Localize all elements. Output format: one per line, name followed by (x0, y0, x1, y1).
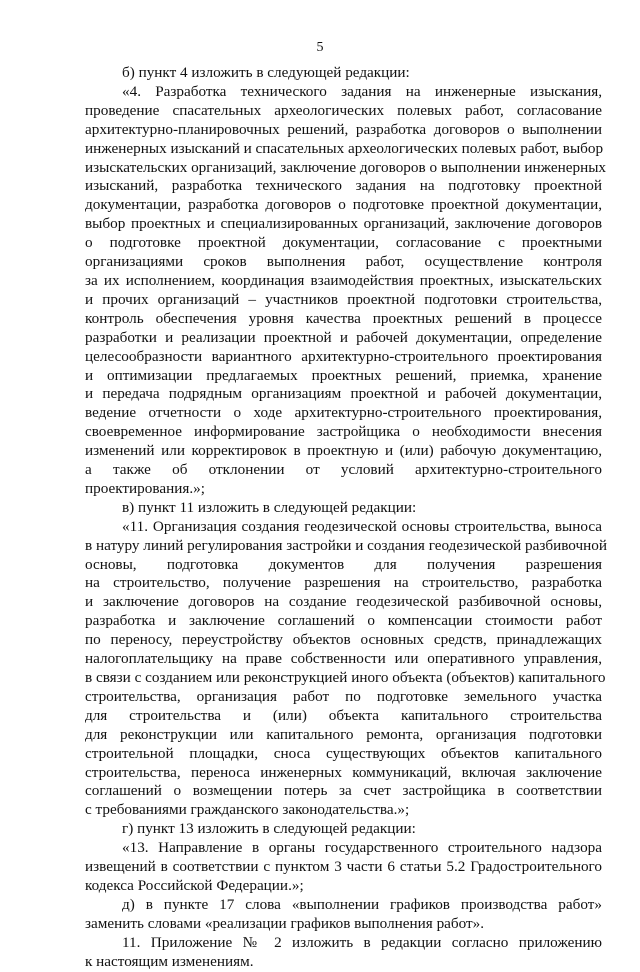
text-line: извещений в соответствии с пунктом 3 части 6 статьи 5.2 Градостроительного (85, 858, 602, 876)
document-body (85, 64, 607, 972)
text-line: изыскательских организаций, заключение договоров о выполнении инженерных (85, 158, 607, 176)
text-line: к настоящим изменениям. (85, 952, 254, 970)
text-line: выбор проектных и специализированных организаций, заключение договоров (85, 215, 602, 233)
text-line: заменить словами «реализации графиков выполнения работ». (85, 914, 485, 932)
text-line: «4. Разработка технического задания на инженерные изыскания, (122, 82, 602, 100)
text-line: организациями сроков выполнения работ, осуществление контроля (85, 253, 602, 271)
text-line: изменений или корректировок в проектную и (или) рабочую документацию, (85, 442, 602, 460)
text-line: кодекса Российской Федерации.»; (85, 876, 304, 894)
text-line: в) пункт 11 изложить в следующей редакции: (122, 498, 417, 516)
text-line: изысканий, разработка технического задания на подготовку проектной (85, 177, 602, 195)
text-line: проектирования.»; (85, 479, 205, 497)
text-line: о подготовке проектной документации, согласование с проектными (85, 234, 602, 252)
text-line: строительства, организация работ по подготовке земельного участка (85, 687, 602, 705)
text-line: соглашений о возмещении потерь за счет застройщика в соответствии (85, 782, 602, 800)
text-line: г) пункт 13 изложить в следующей редакции: (122, 820, 416, 838)
text-line: на строительство, получение разрешения на строительство, разработка (85, 574, 602, 592)
text-line: а также об отклонении от условий архитектурно-строительного (85, 461, 602, 479)
text-line: и заключение договоров на создание геодезической разбивочной основы, (85, 593, 602, 611)
text-line: своевременное информирование застройщика о необходимости внесения (85, 423, 602, 441)
text-line: контроль обеспечения уровня качества проектных решений в процессе (85, 309, 602, 327)
text-line: ведение отчетности о ходе архитектурно-строительного проектирования, (85, 404, 602, 422)
text-line: строительства, переноса инженерных коммуникаций, включая заключение (85, 763, 602, 781)
text-line: разработки и реализации проектной и рабочей документации, определение (85, 328, 602, 346)
text-line: разработка и заключение соглашений о компенсации стоимости работ (85, 612, 602, 630)
text-line: «13. Направление в органы государственного строительного надзора (122, 839, 602, 857)
text-line: документации, разработка договоров о подготовке проектной документации, (85, 196, 602, 214)
text-line: проведение спасательных археологических полевых работ, согласование (85, 101, 602, 119)
text-line: в связи с созданием или реконструкцией иного объекта (объектов) капитального (85, 669, 606, 686)
text-line: инженерных изысканий и спасательных археологических полевых работ, выбор (85, 139, 604, 157)
text-line: строительной площадки, сноса существующих объектов капитального (85, 744, 602, 762)
text-line: д) в пункте 17 слова «выполнении графиков производства работ» (122, 895, 602, 913)
text-line: налогоплательщику на праве собственности или оперативного управления, (85, 650, 602, 668)
text-line: для строительства и (или) объекта капитального строительства (85, 706, 602, 724)
text-line: за их исполнением, координация взаимодействия проектных, изыскательских (85, 271, 602, 289)
text-line: для реконструкции или капитального ремонта, организация подготовки (85, 725, 602, 743)
text-line: б) пункт 4 изложить в следующей редакции: (122, 64, 410, 81)
text-line: 11. Приложение № 2 изложить в редакции согласно приложению (122, 933, 602, 951)
text-line: «11. Организация создания геодезической основы строительства, выноса (122, 517, 602, 535)
text-line: в натуру линий регулирования застройки и создания геодезической разбивочной (85, 536, 607, 554)
text-line: целесообразности вариантного архитектурно-строительного проектирования (85, 347, 602, 365)
text-line: с требованиями гражданского законодательства.»; (85, 801, 410, 819)
text-line: и прочих организаций – участников проектной подготовки строительства, (85, 290, 602, 308)
text-line: архитектурно-планировочных решений, разработка договоров о выполнении (85, 120, 602, 138)
text-line: по переносу, переустройству объектов основных средств, принадлежащих (85, 631, 602, 649)
text-line: и оптимизации предлагаемых проектных решений, приемка, хранение (85, 366, 602, 384)
page-number: 5 (316, 40, 324, 55)
text-line: и передача подрядным организациям проектной и рабочей документации, (85, 385, 602, 403)
text-line: основы, подготовка документов для получения разрешения (85, 555, 602, 573)
